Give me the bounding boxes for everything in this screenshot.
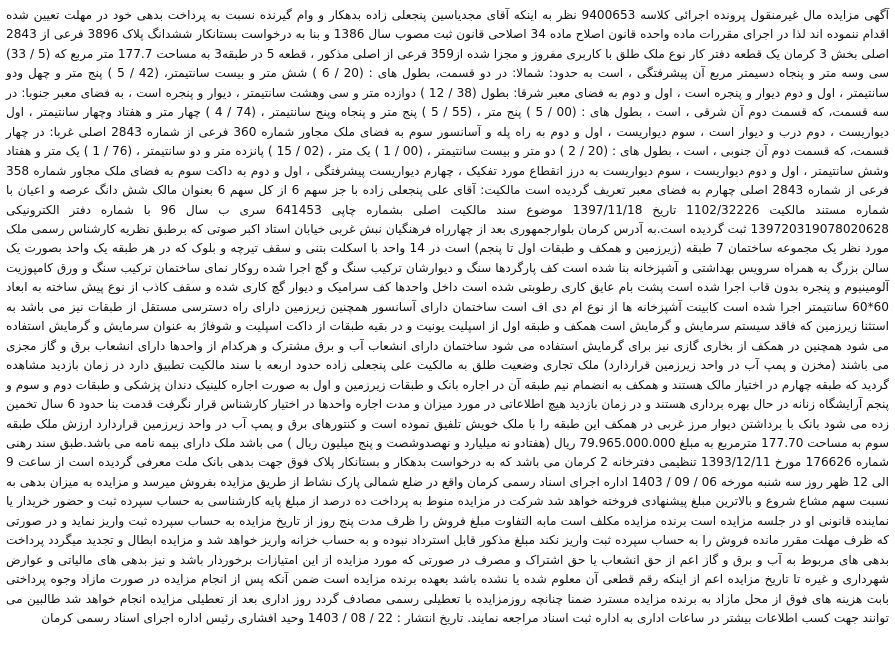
- auction-notice-text: آگهی مزایده مال غیرمنقول پرونده اجرائی کلاسه 9400653 نظر به اینکه آقای مجدیاسین پنجعلی زاده بدهکار و وام گیرنده نسبت به پرداخت بدهی خود در مهلت تعیین شده اقدام ننموده اند لذا در اجرای مقررات ماده واحده قانون اصلاح ماده 34 اصلاحی قانون ثبت مصوب سال 1386 و بنا به درخواست بستانکار ششدانگ پلاک 3896 فرعی از 2843 اصلی بخش 3 کرمان یک قطعه دفتر کار نوع ملک طلق با کاربری مفروز و مجزا شده از359 فرعی از اصلی مذکور ، قطعه 5 در طبقه3 به مساحت 177.7 متر مربع که (5 / 33) سی وسه متر و پنجاه دسیمتر مربع آن پیشرفتگی ، است به حدود: شمالا: در دو قسمت، بطول های : (20 / 6 ) شش متر و بیست سانتیمتر، (42 / 5 ) پنج متر و چهل ودو سانتیمتر ، اول و دوم دیوار و پنجره است ، اول و دوم به فضای معبر شرقا: بطول (38 / 12 ) دوازده متر و سی وهشت سانتیمتر ، دیوار و پنجره است ، به فضای معبر جنوبا: در سه قسمت، که قسمت دوم آن شرقی ، است ، بطول های : (00 / 5 ) پنج متر ، (55 / 5 ) پنج متر و پنجاه وپنج سانتیمتر ، (74 / 4 ) چهار متر و هفتاد وچهار سانتیمتر ، اول دیواریست ، دوم درب و دیوار است ، سوم دیواریست ، اول و دوم به راه پله و آسانسور سوم به فضای ملک مجاور شماره 360 فرعی از شماره 2843 اصلی غربا: در چهار قسمت، که قسمت دوم آن جنوبی ، است ، بطول های : (20 / 2 ) دو متر و بیست سانتیمتر ، (00 / 1 ) یک متر ، (02 / 15 ) پانزده متر و دو سانتیمتر ، (76 / 1 ) یک متر و هفتاد وشش سانتیمتر ، اول و دوم دیواریست ، سوم دیواریست به درز انقطاع مورد تفکیک ، چهارم دیواریست پیشرفتگی ، اول و دوم به داکت سوم به فضای ملک مجاور شماره 358 فرعی از شماره 2843 اصلی چهارم به فضای معبر تعریف گردیده است مالکیت: آقای علی پنجعلی زاده با جز سهم 6 از کل سهم 6 بعنوان مالک شش دانگ عرصه و اعیان با شماره مستند مالکیت 1102/32226 تاریخ 1397/11/18 موضوع سند مالکیت اصلی بشماره چاپی 641453 سری ب سال 96 با شماره دفتر الکترونیکی 139720319078020628 ثبت گردیده است.به آدرس کرمان بلوارجمهوری بعد از چهارراه فرهنگیان نبش غربی خیابان استاد اکبر صوتی که برطبق نظریه کارشناس رسمی ملک مورد نظر یک مجموعه ساختمان 7 طبقه (زیرزمین و همکف و طبقات اول تا پنجم) است در 14 واحد با اسکلت بتنی و سقف تیرچه و بلوک که در هر طبقه یک واحد بصورت یک سالن بزرگ به همراه سرویس بهداشتی و آشپزخانه بنا شده است کف پارگردها سنگ و دیوارشان ترکیب سنگ و گچ اجرا شده روکار نمای ساختمان ترکیب سنگ و ورق کامپوزیت آلومینیوم و پنجره بدون قاب اجرا شده است پشت بام عایق کاری رطوبتی شده است داخل واحدها کف سرامیک و دیوار گچ کاری شده و سقف کاذب از نوع پیش ساخته به ابعاد 60*60 سانتیمتر اجرا شده است کابینت آشپزخانه ها از نوع ام دی اف است ساختمان دارای آسانسور همچنین زیرزمین دارای راه دسترسی مستقل از طبقات نیز می باشد به استثنا زیرزمین که فاقد سیستم سرمایش و گرمایش است همکف و طبقه اول از اسپلیت یونیت و در بقیه طبقات از داکت اسپلیت و شوفاژ به عنوان سرمایش و گرمایش استفاده می شود همچنین در همکف از بخاری گازی نیز برای گرمایش استفاده می شود ساختمان دارای انشعاب آب و برق مشترک و هرکدام از واحدها دارای انشعاب برق و گاز مجزی می باشند (مخزن و پمپ آب در واحد زیرزمین قراردارد) ملک تجاری وضعیت طلق به مالکیت علی پنجعلی زاده حدود اربعه با سند مالکیت تطبیق دارد در زمان بازدید مشاهده گردید که طبقه چهارم در اختیار مالک هستند و همکف به انضمام نیم طبقه آن در اجاره بانک و طبقات زیرزمین و اول به صورت اجاره کلینیک دندان پزشکی و طبقات دوم و سوم و پنجم آرایشگاه زنانه در حال بهره برداری هستند و در زمان بازدید هیچ اطلاعاتی در مورد میزان و مدت اجاره واحدها در اختیار کارشناس قرار نگرفت قدمت بنا حدود 6 سال تخمین زده می شود بانک با برداشتن دیوار مرز غربی در همکف این طبقه را با ملک خویش تلفیق نموده است و کنتورهای برق و پمپ آب در واحد زیرزمین قراردارد ارزش ملک طبقه سوم به مساحت 177.70 مترمربع به مبلغ 79.965.000.000 ریال (هفتادو نه میلیارد و نهصدوشصت و پنج میلیون ریال ) می باشد ملک دارای بیمه نامه می باشد.طبق سند رهنی شماره 176626 مورخ 1393/12/11 تنظیمی دفترخانه 2 کرمان می باشد که به درخواست بدهکار و بستانکار پلاک فوق جهت بدهی بانک ملت معرفی گردیده است از ساعت 9 الی 12 ظهر روز سه شنبه مورخه 06 / 09 / 1403 اداره اجرای اسناد رسمی کرمان واقع در ضلع شمالی پارک نشاط از طریق مزایده بفروش میرسد و مزایده به میزان بدهی به نسبت سهم مشاع شروع و بالاترین مبلغ پیشنهادی فروخته خواهد شد شرکت در مزایده منوط به پرداخت ده درصد از مبلغ پایه کارشناسی به حساب سپرده ثبت و حضور خریدار یا نماینده قانونی او در جلسه مزایده است برنده مزایده مکلف است مابه التفاوت مبلغ فروش را ظرف مدت پنج روز از تاریخ مزایده به حساب سپرده ثبت واریز نماید و در صورتی که ظرف مهلت مقرر مانده فروش را به حساب سپرده ثبت واریز نکند مبلغ مذکور قابل استرداد نبوده و به حساب خزانه واریز خواهد شد و مزایده ابطال و تجدید میگردد پرداخت بدهی های مربوط به آب و برق و گاز اعم از حق انشعاب یا حق اشتراک و مصرف در صورتی که مورد مزایده از این امتیازات برخوردار باشد و نیز بدهی های مالیاتی و عوارض شهرداری و غیره تا تاریخ مزایده اعم از اینکه رقم قطعی آن معلوم شده یا نشده باشد بعهده برنده مزایده است ضمن آنکه پس از انجام مزایده در صورت مازاد وجوه پرداختی بابت هزینه های فوق از محل مازاد به برنده مزایده مسترد ضمنا چنانچه روزمزایده با تعطیلی رسمی مصادف گردد روز اداری بعد از تعطیلی مزایده انجام خواهد شد طالبین می توانند جهت کسب اطلاعات بیشتر در ساعات اداری به اداره ثبت اسناد مراجعه نمایند. تاریخ انتشار : 22 / 08 / 1403 وحید افشاری رئیس اداره اجرای اسناد رسمی کرمان: [6, 8, 890, 626]
